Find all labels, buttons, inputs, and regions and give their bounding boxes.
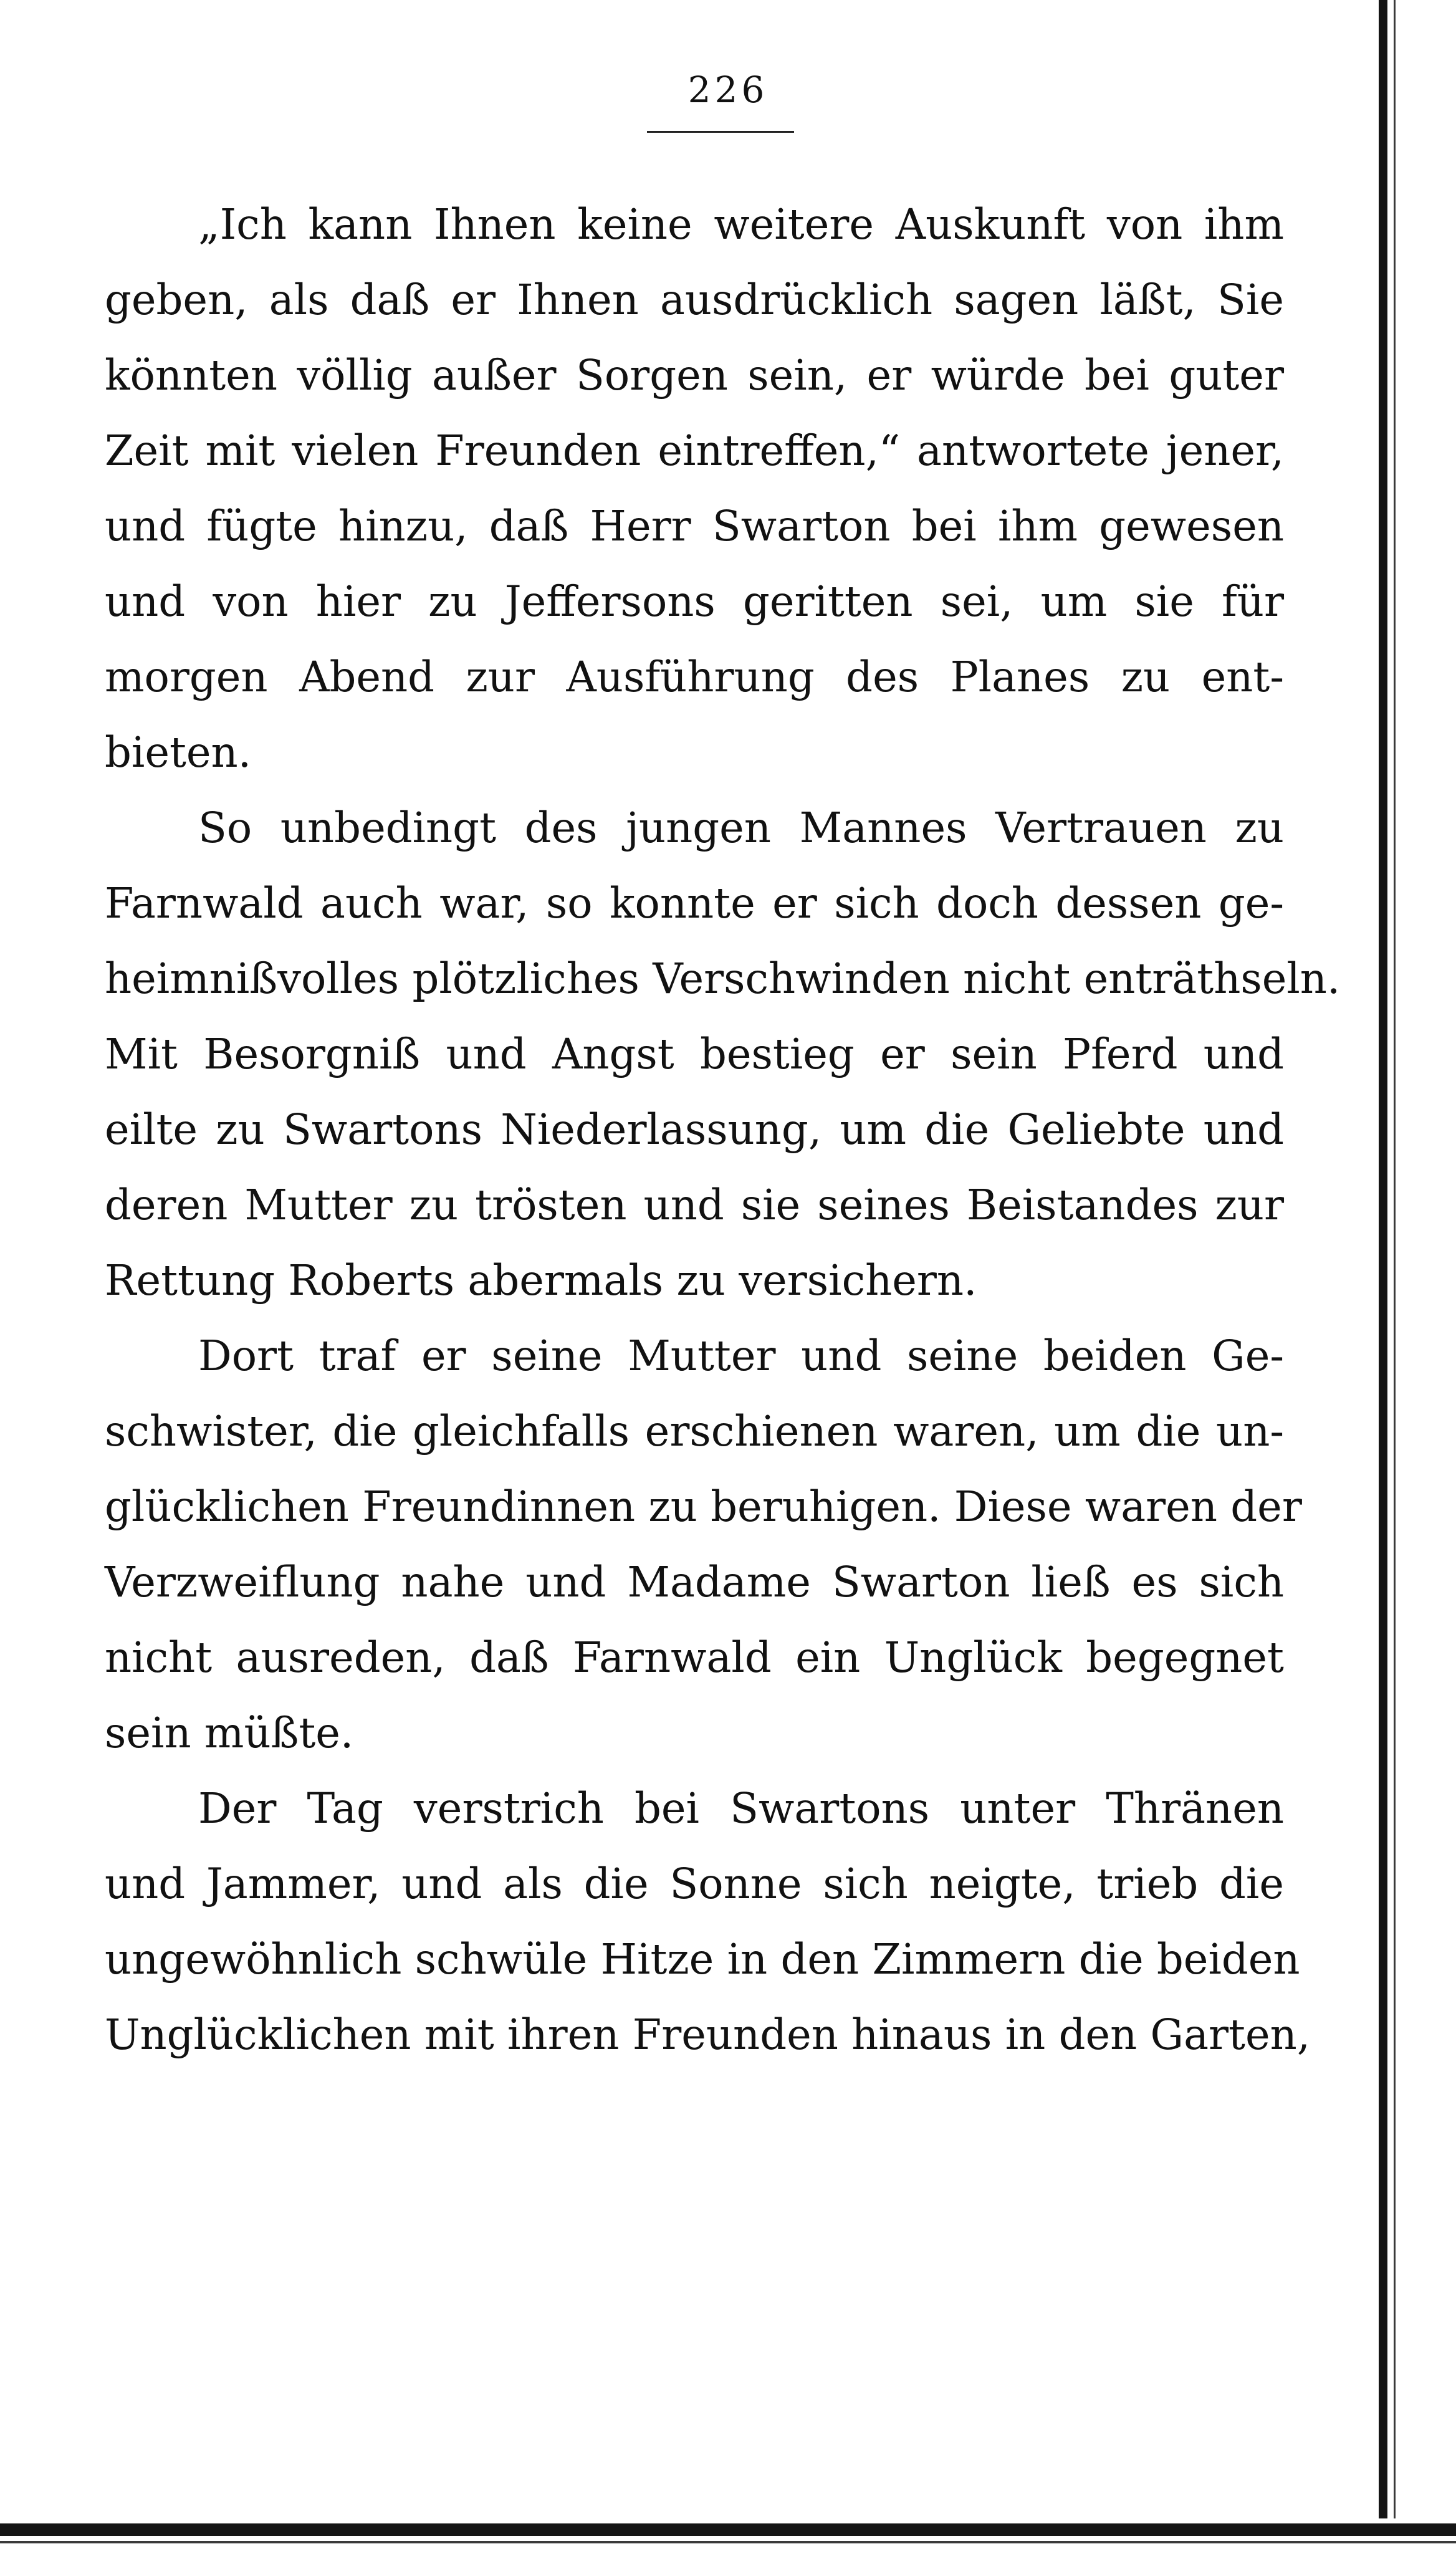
- bottom-border-rule: [0, 2523, 1456, 2536]
- text-line: Rettung Roberts abermals zu versichern.: [105, 1256, 977, 1305]
- text-line: nicht ausreden, daß Farnwald ein Unglück begegnet: [105, 1633, 1284, 1682]
- text-line: „Ich kann Ihnen keine weitere Auskunft von ihm: [198, 200, 1284, 249]
- text-line: und fügte hinzu, daß Herr Swarton bei ihm gewesen: [105, 502, 1284, 550]
- header-rule: [647, 131, 794, 133]
- text-line: könnten völlig außer Sorgen sein, er würde bei guter: [105, 351, 1284, 400]
- text-line: Der Tag verstrich bei Swartons unter Thränen: [198, 1784, 1284, 1833]
- page-number: 226: [687, 69, 769, 111]
- text-line: Mit Besorgniß und Angst bestieg er sein Pferd und: [105, 1030, 1284, 1078]
- text-line: glücklichen Freundinnen zu beruhigen. Diese waren der: [105, 1482, 1302, 1531]
- text-line: Unglücklichen mit ihren Freunden hinaus in den Garten,: [105, 2010, 1311, 2059]
- text-line: eilte zu Swartons Niederlassung, um die Geliebte und: [105, 1105, 1284, 1154]
- text-line: Farnwald auch war, so konnte er sich doch dessen ge-: [105, 879, 1284, 928]
- paragraph-2: [105, 790, 1341, 1318]
- text-line: deren Mutter zu trösten und sie seines Beistandes zur: [105, 1181, 1284, 1229]
- text-line: Zeit mit vielen Freunden eintreffen,“ antwortete jener,: [105, 426, 1284, 475]
- text-line: morgen Abend zur Ausführung des Planes zu ent-: [105, 653, 1284, 701]
- text-line: heimnißvolles plötzliches Verschwinden nicht enträthseln.: [105, 954, 1341, 1003]
- paragraph-1: [105, 187, 1284, 790]
- paragraph-3: [105, 1318, 1302, 1771]
- text-line: und von hier zu Jeffersons geritten sei, um sie für: [105, 577, 1284, 626]
- text-line: und Jammer, und als die Sonne sich neigte, trieb die: [105, 1860, 1284, 1908]
- body-text: [105, 187, 1341, 2073]
- paragraph-4: [105, 1771, 1311, 2073]
- text-line: geben, als daß er Ihnen ausdrücklich sagen läßt, Sie: [105, 276, 1284, 324]
- text-line: sein müßte.: [105, 1709, 354, 1757]
- text-line: Verzweiflung nahe und Madame Swarton ließ es sich: [105, 1558, 1284, 1606]
- text-line: So unbedingt des jungen Mannes Vertrauen zu: [198, 804, 1284, 852]
- text-line: schwister, die gleichfalls erschienen waren, um die un-: [105, 1407, 1284, 1456]
- text-line: ungewöhnlich schwüle Hitze in den Zimmern die beiden: [105, 1935, 1300, 1984]
- right-border-thin-rule: [1394, 0, 1396, 2518]
- right-border-rule: [1379, 0, 1387, 2518]
- text-line: Dort traf er seine Mutter und seine beiden Ge-: [198, 1332, 1284, 1380]
- text-line: bieten.: [105, 728, 251, 777]
- bottom-border-thin-rule: [0, 2541, 1456, 2543]
